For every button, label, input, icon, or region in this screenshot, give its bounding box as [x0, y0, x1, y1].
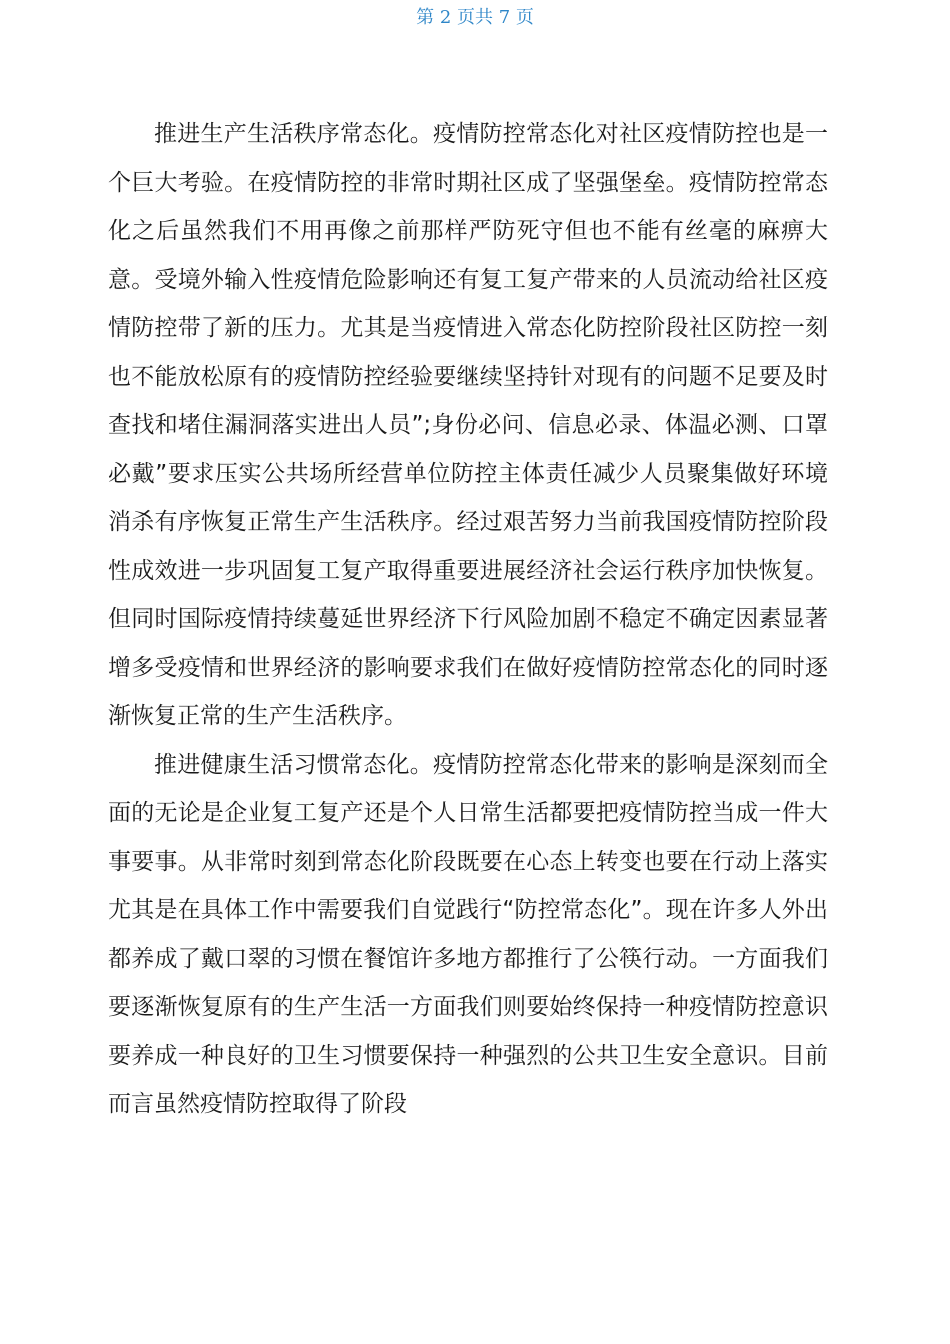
- paragraph-normalize-production-life: 推进生产生活秩序常态化。疫情防控常态化对社区疫情防控也是一个巨大考验。在疫情防控的非常时期社区成了坚强堡垒。疫情防控常态化之后虽然我们不用再像之前那样严防死守但也不能有丝毫的麻痹大意。受境外输入性疫情危险影响还有复工复产带来的人员流动给社区疫情防控带了新的压力。尤其是当疫情进入常态化防控阶段社区防控一刻也不能放松原有的疫情防控经验要继续坚持针对现有的问题不足要及时查找和堵住漏洞落实进出人员”;身份必问、信息必录、体温必测、口罩必戴”要求压实公共场所经营单位防控主体责任减少人员聚集做好环境消杀有序恢复正常生产生活秩序。经过艰苦努力当前我国疫情防控阶段性成效进一步巩固复工复产取得重要进展经济社会运行秩序加快恢复。但同时国际疫情持续蔓延世界经济下行风险加剧不稳定不确定因素显著增多受疫情和世界经济的影响要求我们在做好疫情防控常态化的同时逐渐恢复正常的生产生活秩序。: [108, 121, 828, 729]
- document-body: [108, 110, 828, 1129]
- paragraph-healthy-habits: 推进健康生活习惯常态化。疫情防控常态化带来的影响是深刻而全面的无论是企业复工复产还是个人日常生活都要把疫情防控当成一件大事要事。从非常时刻到常态化阶段既要在心态上转变也要在行动上落实尤其是在具体工作中需要我们自觉践行“防控常态化”。现在许多人外出都养成了戴口翠的习惯在餐馆许多地方都推行了公筷行动。一方面我们要逐渐恢复原有的生产生活一方面我们则要始终保持一种疫情防控意识要养成一种良好的卫生习惯要保持一种强烈的公共卫生安全意识。目前而言虽然疫情防控取得了阶段: [108, 751, 828, 1117]
- page-number-header: 第 2 页共 7 页: [416, 7, 534, 28]
